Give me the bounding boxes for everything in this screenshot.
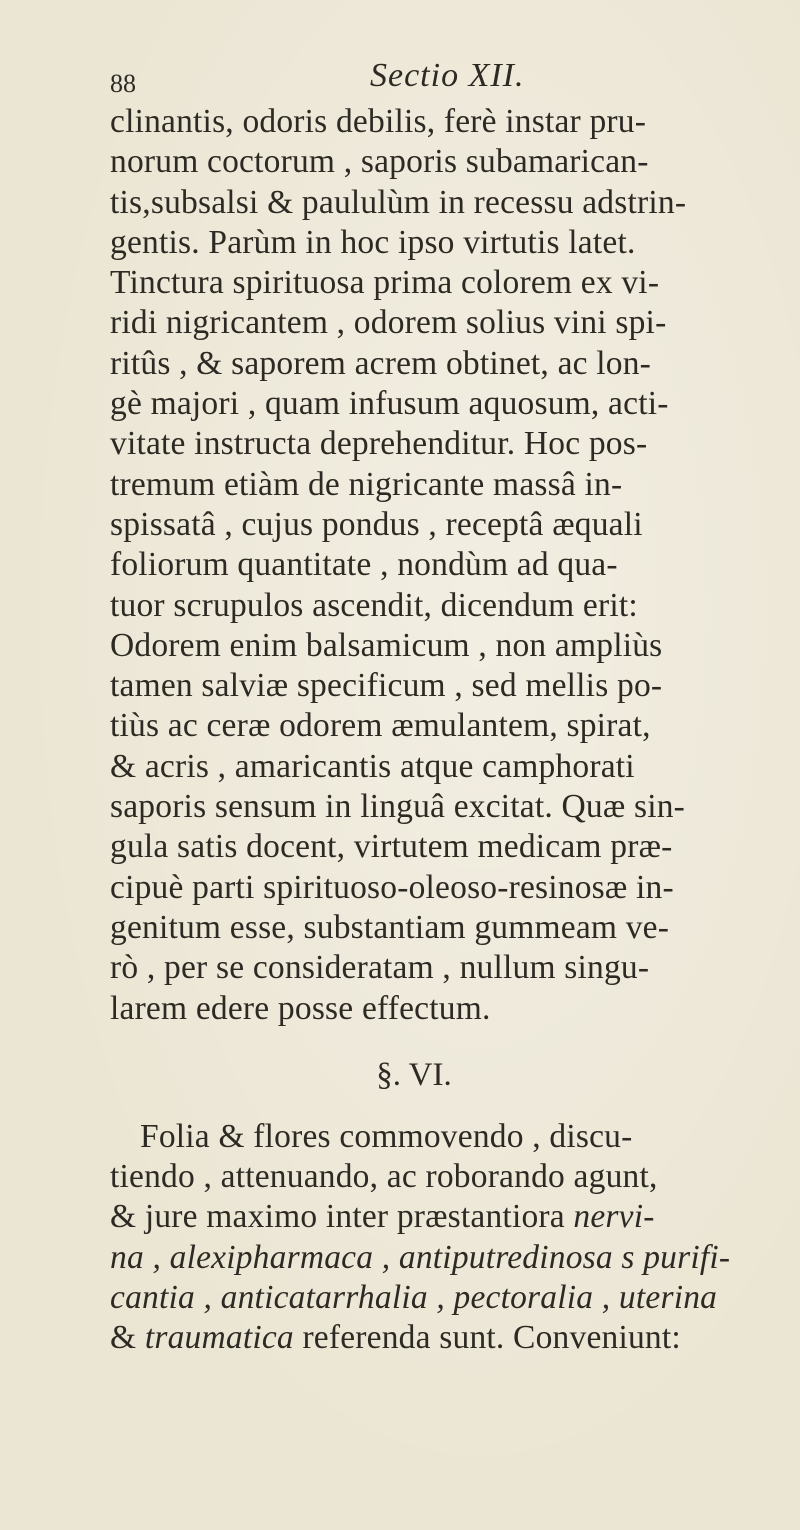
text-line [110, 1197, 778, 1237]
text-line: cantia , anticatarrhalia , pectoralia , uterina [110, 1279, 718, 1317]
text-line: Odorem enim balsamicum , non ampliùs [110, 626, 663, 664]
text-line: tremum etiàm de nigricante massâ in- [110, 465, 623, 503]
text-line: rò , per se consideratam , nullum singu- [110, 949, 650, 987]
text-line: clinantis, odoris debilis, ferè instar pru- [110, 103, 647, 140]
italic-term: nervi- [573, 1198, 655, 1236]
text-line: tuor scrupulos ascendit, dicendum erit: [110, 586, 638, 624]
text-line: na , alexipharmaca , antiputredinosa s purifi- [110, 1238, 731, 1276]
text-line: genitum esse, substantiam gummeam ve- [110, 908, 670, 946]
text-line: ridi nigricantem , odorem solius vini spi- [110, 304, 667, 342]
italic-term: traumatica [144, 1319, 294, 1357]
text-line: gè majori , quam infusum aquosum, acti- [110, 385, 669, 423]
text-line: Tinctura spirituosa prima colorem ex vi- [110, 264, 660, 302]
text-line: vitate instructa deprehenditur. Hoc pos- [110, 425, 648, 463]
text-line: Folia & flores commovendo , discu- [140, 1117, 633, 1155]
text-line: larem edere posse effectum. [110, 989, 491, 1027]
running-head [110, 56, 778, 102]
text-line: saporis sensum in linguâ excitat. Quæ sin- [110, 788, 686, 826]
text-line: tis,subsalsi & paululùm in recessu adstrin- [110, 183, 687, 221]
text-line: cipuè parti spirituoso-oleoso-resinosæ in- [110, 868, 674, 906]
text-run: & [110, 1319, 145, 1357]
text-line: tiendo , attenuando, ac roborando agunt, [110, 1158, 658, 1196]
text-run: & jure maximo inter præstantiora [110, 1198, 574, 1236]
text-line: norum coctorum , saporis subamarican- [110, 143, 649, 181]
text-line [110, 1318, 778, 1358]
paragraph-2 [110, 1117, 778, 1359]
section-heading: §. VI. [376, 1056, 452, 1093]
text-line: & acris , amaricantis atque camphorati [110, 747, 635, 785]
text-run: referenda sunt. Conveniunt: [293, 1319, 681, 1357]
section-title: Sectio XII. [370, 57, 525, 94]
page-number: 88 [110, 69, 136, 98]
text-line: gula satis docent, virtutem medicam præ- [110, 828, 673, 866]
text-line: foliorum quantitate , nondùm ad qua- [110, 546, 618, 584]
text-line: spissatâ , cujus pondus , receptâ æquali [110, 505, 643, 543]
text-line: tamen salviæ specificum , sed mellis po- [110, 667, 663, 705]
text-line: gentis. Parùm in hoc ipso virtutis latet. [110, 223, 636, 261]
paragraph-1 [110, 102, 778, 1029]
text-line: ritûs , & saporem acrem obtinet, ac lon- [110, 344, 652, 382]
text-line: tiùs ac ceræ odorem æmulantem, spirat, [110, 707, 651, 745]
